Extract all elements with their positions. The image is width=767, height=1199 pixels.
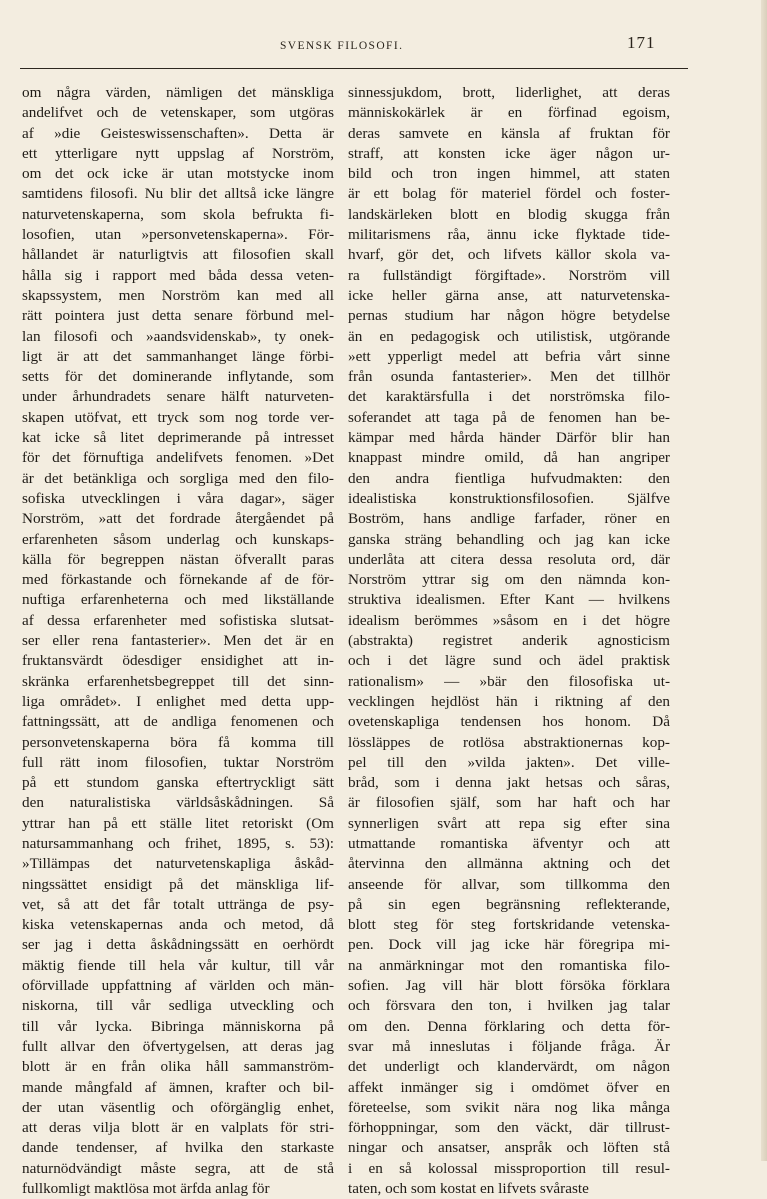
text-line: lan filosofi och »aandsvidenskab», ty onek- — [22, 327, 334, 345]
text-line: »Tillämpas det naturvetenskapliga åskåd- — [22, 855, 334, 873]
text-line: är filosofien själf, som har haft och har — [348, 794, 670, 812]
text-line: der utan väsentlig och oförgänglig enhet, — [22, 1098, 334, 1116]
text-line: anseende för allvar, som tillkomma den — [348, 875, 670, 893]
text-line: på sin egen begränsning reflekterande, — [348, 895, 670, 913]
text-line: ovetenskapliga tendensen hos honom. Då — [348, 713, 670, 731]
text-line: lössläppes de rotlösa abstraktionernas kop- — [348, 733, 670, 751]
page-number: 171 — [627, 33, 656, 52]
text-line: om det ock icke är utan motstycke inom — [22, 165, 334, 183]
text-line: blott steg för steg fortskridande vetenska- — [348, 916, 670, 934]
text-line: »ett ypperligt medel att befria vårt sinne — [348, 347, 670, 365]
text-line: hålla sig i rapport med båda dessa veten- — [22, 266, 334, 284]
text-line: idealistiska konstruktionsfilosofien. Själfve — [348, 489, 670, 507]
text-line: erfarenheten såsom underlag och kunskaps- — [22, 530, 334, 548]
text-line: skapssystem, men Norström kan med all — [22, 286, 334, 304]
text-line: ra fullständigt förgiftade». Norström vill — [348, 266, 670, 284]
text-line: (abstrakta) registret anderik agnosticism — [348, 632, 670, 650]
header-rule — [20, 68, 688, 69]
text-line: oförvillade uppfattning af världen och män- — [22, 977, 334, 995]
text-line: kämpar med hårda händer Därför blir han — [348, 429, 670, 447]
text-line: rationalism» — »bär den filosofiska ut- — [348, 672, 670, 690]
text-line: ningar och ansatser, anspråk och löften stå — [348, 1139, 670, 1157]
text-line: idealism berömmes »såsom en i det högre — [348, 611, 670, 629]
text-line: sofiska utvecklingen i våra dagar», säger — [22, 489, 334, 507]
text-line: är ett bolag för materiel fördel och foster- — [348, 185, 670, 203]
left-text-column — [22, 83, 334, 1199]
text-line: fullkomligt maktlösa mot ärfda anlag för — [22, 1180, 270, 1198]
text-line: att deras vilja blott är en valplats för stri- — [22, 1119, 334, 1137]
text-line: sinnessjukdom, brott, liderlighet, att deras — [348, 84, 670, 101]
text-line: landskärleken blott en blodig skugga från — [348, 205, 670, 223]
text-line: om några värden, nämligen det mänskliga — [22, 84, 334, 101]
text-line: det underligt och klandervärdt, om någon — [348, 1058, 670, 1076]
text-line: källa för begreppen nästan öfverallt paras — [22, 550, 334, 568]
text-line: Norström, »att det fordrade återgåendet på — [22, 510, 334, 528]
text-line: bråd, som i denna jakt hetsas och såras, — [348, 774, 670, 792]
text-line: det karaktärsfulla i det norströmska filo- — [348, 388, 670, 406]
text-line: yttrar han på ett ställe litet retoriskt (Om — [22, 814, 334, 832]
text-line: till vår lycka. Bibringa människorna på — [22, 1017, 334, 1035]
text-line: skapen utöfvat, ett tryck som nog torde ver- — [22, 408, 334, 426]
text-line: Norström yttrar sig om den nämnda kon- — [348, 571, 670, 589]
text-line: med förkastande och förnekande af de för- — [22, 571, 334, 589]
text-line: samtidens filosofi. Nu blir det alltså icke längre — [22, 185, 334, 203]
text-line: losofien, utan »personvetenskaperna». För- — [22, 226, 334, 244]
text-line: från osunda fantasterier». Men det tillhör — [348, 368, 670, 386]
text-line: pel till den »vilda jakten». Det ville- — [348, 753, 670, 771]
text-line: synnerligen svårt att repa sig efter sina — [348, 814, 670, 832]
text-line: natursammanhang och frihet, 1895, s. 53): — [22, 834, 334, 852]
text-line: taten, och som kostat en lifvets svåraste — [348, 1180, 589, 1198]
text-line: affekt inmänger sig i omdömet öfver en — [348, 1078, 670, 1096]
text-line: och försvara den ton, i hvilken jag talar — [348, 997, 670, 1015]
text-line: den andra fientliga hufvudmakten: den — [348, 469, 670, 487]
text-line: skränka erfarenhetsbegreppet till det sinn- — [22, 672, 334, 690]
text-line: är det betänkliga och sorgliga med den filo- — [22, 469, 334, 487]
text-line: liga området». I enlighet med detta upp- — [22, 692, 334, 710]
text-line: hållandet är naturligtvis att filosofien skall — [22, 246, 334, 264]
text-line: niskorna, till vår sedliga utveckling och — [22, 997, 334, 1015]
text-line: full rätt inom filosofien, tuktar Norström — [22, 753, 334, 771]
text-line: kiska vetenskapernas anda och metod, då — [22, 916, 334, 934]
text-line: personvetenskaperna böra få komma till — [22, 733, 334, 751]
text-line: setts för det dominerande inflytande, som — [22, 368, 334, 386]
text-line: blott är en från olika håll sammanström- — [22, 1058, 334, 1076]
text-line: naturvetenskaperna, som skola befrukta fi- — [22, 205, 334, 223]
text-line: struktiva idealismen. Efter Kant — hvilkens — [348, 591, 670, 609]
text-line: sofien. Jag vill här blott försöka förklara — [348, 977, 670, 995]
text-line: underlåta att citera dessa resoluta ord, där — [348, 550, 670, 568]
text-line: ganska sträng behandling och jag kan icke — [348, 530, 670, 548]
text-line: ett ytterligare nytt uppslag af Norström, — [22, 144, 334, 162]
right-text-column — [348, 83, 670, 1199]
text-line: andelifvet och de vetenskaper, som utgöras — [22, 104, 334, 122]
text-line: fattningssätt, att de andliga fenomenen och — [22, 713, 334, 731]
text-line: ser eller rena fantasterier». Men det är en — [22, 632, 334, 650]
text-line: soferandet att taga på de fenomen han be- — [348, 408, 670, 426]
text-line: svar må inneslutas i följande fråga. Är — [348, 1037, 670, 1055]
text-line: hvarf, gör det, och lifvets källor skola va- — [348, 246, 670, 264]
text-line: icke heller gärna anse, att naturvetenska- — [348, 286, 670, 304]
text-line: och i det lägre sund och ädel praktisk — [348, 652, 670, 670]
running-title: SVENSK FILOSOFI. — [280, 40, 404, 52]
text-line: deras samvete en känsla af fruktan för — [348, 124, 670, 142]
text-line: fruktansvärdt ödesdiger ensidighet att in- — [22, 652, 334, 670]
text-line: straff, att konsten icke äger någon ur- — [348, 144, 670, 162]
text-line: vet, så att det får totalt uttränga de psy- — [22, 895, 334, 913]
text-line: ligt är att det sammanhanget länge förbi- — [22, 347, 334, 365]
text-line: den naturalistiska världsåskådningen. Så — [22, 794, 334, 812]
text-line: bild och tron ingen himmel, att staten — [348, 165, 670, 183]
text-line: på ett stundom ganska eftertryckligt sätt — [22, 774, 334, 792]
text-line: mande mångfald af ämnen, krafter och bil- — [22, 1078, 334, 1096]
text-line: ningssättet ensidigt på det mänskliga lif- — [22, 875, 334, 893]
text-line: än en pedagogisk och utilistisk, utgörande — [348, 327, 670, 345]
text-line: Boström, hans andlige farfader, röner en — [348, 510, 670, 528]
text-line: vecklingen hejdlöst hän i riktning af den — [348, 692, 670, 710]
text-line: na anmärkningar mot den romantiska filo- — [348, 956, 670, 974]
text-line: kat icke så litet deprimerande på intresset — [22, 429, 334, 447]
text-line: mäktig fiende till hela vår kultur, till vår — [22, 956, 334, 974]
text-line: dande tendenser, af hvilka den starkaste — [22, 1139, 334, 1157]
page-edge — [761, 0, 767, 1161]
text-line: pen. Dock vill jag icke här föregripa mi- — [348, 936, 670, 954]
text-line: förhoppningar, som den väckt, där tillrust- — [348, 1119, 670, 1137]
text-line: pernas studium har någon högre betydelse — [348, 307, 670, 325]
text-line: af dessa erfarenheter med sofistiska slutsat- — [22, 611, 334, 629]
text-line: i en så kolossal missproportion till resul- — [348, 1159, 670, 1177]
text-line: för det förnuftiga andelifvets fenomen. »Det — [22, 449, 334, 467]
text-line: militarismens råa, ännu icke flyktade tide- — [348, 226, 670, 244]
text-line: fullt allvar den öfvertygelsen, att deras jag — [22, 1037, 334, 1055]
text-line: naturnödvändigt måste segra, att de stå — [22, 1159, 334, 1177]
text-line: rätt pointera just detta senare förbund mel- — [22, 307, 334, 325]
text-line: utmattande romantiska äfventyr och att — [348, 834, 670, 852]
text-line: återvinna den allmänna aktning och det — [348, 855, 670, 873]
text-line: ser jag i detta åskådningssätt en oerhördt — [22, 936, 334, 954]
text-line: under århundradets senare hälft naturveten- — [22, 388, 334, 406]
text-line: företeelse, som svikit nära nog lika många — [348, 1098, 670, 1116]
text-line: nuftiga erfarenheterna och med likställande — [22, 591, 334, 609]
text-line: knappast mindre omild, då han angriper — [348, 449, 670, 467]
text-line: om den. Denna förklaring och detta för- — [348, 1017, 670, 1035]
text-line: människokärlek är en förfinad egoism, — [348, 104, 670, 122]
text-line: af »die Geisteswissenschaften». Detta är — [22, 124, 334, 142]
